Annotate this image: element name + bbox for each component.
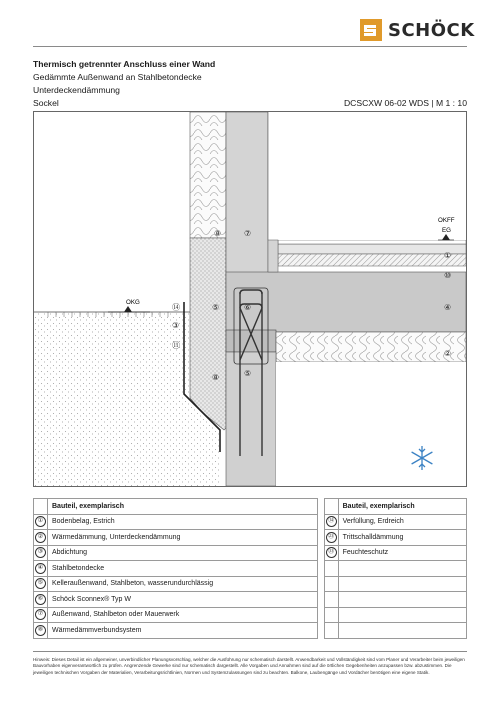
legend-label: Wärmedämmung, Unterdeckendämmung <box>48 530 318 546</box>
upper-wall <box>226 112 268 292</box>
legend-label: Trittschalldämmung <box>338 530 466 546</box>
legend-num: ⑭ <box>326 516 337 527</box>
header-divider <box>33 46 467 47</box>
callout-11: ⑪ <box>172 341 180 350</box>
callout-5: ⑤ <box>244 369 252 378</box>
legend-row <box>34 607 467 623</box>
legend-num: ② <box>35 532 46 543</box>
legend-label: Abdichtung <box>48 545 318 561</box>
subtitle-2: Unterdeckendämmung <box>33 85 120 95</box>
legend-num: ⑦ <box>35 609 46 620</box>
legend-label: Außenwand, Stahlbeton oder Mauerwerk <box>48 607 318 623</box>
legend-num: ㉝ <box>326 547 337 558</box>
legend-left-header: Bauteil, exemplarisch <box>48 499 318 515</box>
subtitle-1: Gedämmte Außenwand an Stahlbetondecke <box>33 72 202 82</box>
callout-8-upper: ⑧ <box>214 229 222 238</box>
eg-label: EG <box>442 227 451 234</box>
floor-covering <box>278 240 466 244</box>
legend-label: Feuchteschutz <box>338 545 466 561</box>
legend-label: Verfüllung, Erdreich <box>338 514 466 530</box>
legend-table <box>33 498 467 639</box>
callout-6: ⑥ <box>244 303 252 312</box>
legend-num: ⑧ <box>35 625 46 636</box>
callout-14: ⑭ <box>172 303 180 312</box>
callout-2: ② <box>444 349 452 358</box>
okff-label: OKFF <box>438 217 455 224</box>
detail-svg <box>34 112 466 486</box>
legend-row <box>34 592 467 608</box>
callout-3: ③ <box>172 321 180 330</box>
legend-label: Kelleraußenwand, Stahlbeton, wasserundurchlässig <box>48 576 318 592</box>
callout-5b: ⑤ <box>212 303 220 312</box>
schoeck-logo-icon <box>360 19 382 41</box>
legend-row <box>34 623 467 639</box>
perimeter-insulation <box>190 238 226 430</box>
subtitle-3: Sockel <box>33 98 59 108</box>
legend-num: ⑥ <box>35 594 46 605</box>
legend-right-header: Bauteil, exemplarisch <box>338 499 466 515</box>
okg-label: OKG <box>126 299 140 306</box>
page-title: Thermisch getrennter Anschluss einer Wand <box>33 59 216 69</box>
ceiling-insulation <box>276 332 466 362</box>
disclaimer-note: Hinweis: Dieses Detail ist ein allgemeiner, unverbindlicher Planungsvorschlag, welcher die Ausführung nur schematisch darstellt. Anwendbarkeit und Vollständigkeit sind vom Planer und Verarbeiter beim jeweiligen Bauvorhaben eigenverantwortlich zu prüfen. Angrenzende Gewerke sind nur schematisch dargestellt. Alle Vorgaben und Annahmen sind auf die örtlichen Gegebenheiten anzupassen bzw. abzustimmen. Die jeweiligen technischen Vorgaben der Materialien, Verarbeitungsrichtlinien, Normen und Systemzulassungen sind zu beachten. Balkone, Laubengänge und Vordächer benötigen eine eigene Statik. <box>33 651 467 676</box>
callout-7: ⑦ <box>244 229 252 238</box>
legend-num: ㉓ <box>326 532 337 543</box>
brand-name: SCHÖCK <box>388 19 475 41</box>
legend-row <box>34 514 467 530</box>
callout-4: ④ <box>444 303 452 312</box>
legend-num: ① <box>35 516 46 527</box>
screed <box>278 244 466 254</box>
legend-label: Wärmedämmverbundsystem <box>48 623 318 639</box>
legend-row <box>34 576 467 592</box>
legend-row <box>34 561 467 577</box>
legend-label: Bodenbelag, Estrich <box>48 514 318 530</box>
brand-logo <box>360 16 475 44</box>
callout-10: ⑩ <box>444 271 452 280</box>
okg-marker <box>108 306 150 312</box>
legend-label: Stahlbetondecke <box>48 561 318 577</box>
legend-row <box>34 545 467 561</box>
legend-num: ⑤ <box>35 578 46 589</box>
legend-label: Schöck Sconnex® Typ W <box>48 592 318 608</box>
drawing-code: DCSCXW 06-02 WDS | M 1 : 10 <box>343 98 467 108</box>
legend-row <box>34 530 467 546</box>
legend-num: ③ <box>35 547 46 558</box>
detail-drawing <box>33 111 467 487</box>
legend-num: ④ <box>35 563 46 574</box>
callout-8-lower: ⑧ <box>212 373 220 382</box>
callout-1: ① <box>444 251 452 260</box>
impact-insulation <box>278 254 466 266</box>
etics-insulation-upper <box>190 112 226 238</box>
